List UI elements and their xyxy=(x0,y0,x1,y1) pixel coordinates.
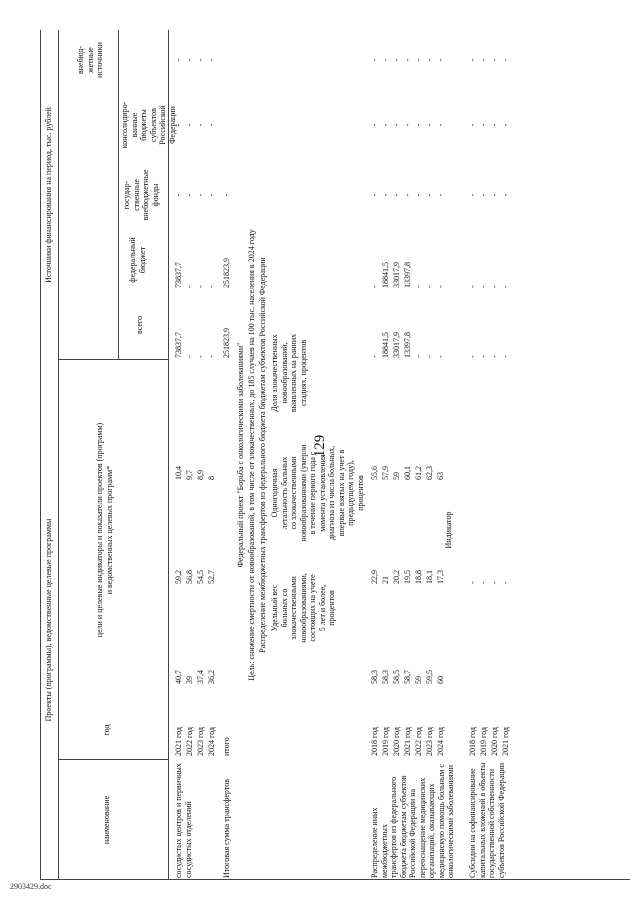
block1-row-federal: 73837,7 xyxy=(174,262,183,288)
block1-row-ext: - xyxy=(174,58,183,62)
block1-row-s: - xyxy=(196,193,205,197)
block1-total-federal: 251823,9 xyxy=(222,258,231,288)
block2-row-year: 2024 год xyxy=(436,727,445,756)
block2-row-ext: - xyxy=(414,58,423,62)
block3-row-ext: - xyxy=(490,58,499,62)
col-goals-header: цели и целевые индикаторы и показатели проектов (программ) и ведомственных целевых программ* xyxy=(95,422,114,638)
block2-row-ext: - xyxy=(370,58,379,62)
project-goal: Цель: снижение смертности от новообразований, в том числе от злокачественных, до 185 случаев на 100 тыс. населения к 2024 году xyxy=(247,229,256,681)
block2-row-v2: 18,1 xyxy=(425,570,434,584)
block2-row-s: - xyxy=(414,193,423,197)
block1-total-year: итого xyxy=(222,737,231,756)
block1-row-cons: - xyxy=(196,123,205,127)
block2-row-s: - xyxy=(436,193,445,197)
block3-row-ext: - xyxy=(501,58,510,62)
block2-row-ext: - xyxy=(392,58,401,62)
block1-row-v1: 37,4 xyxy=(196,670,205,684)
block1-row-ext: - xyxy=(196,58,205,62)
col-federal-header: федеральный бюджет xyxy=(128,237,147,283)
block1-row-v3: 8,9 xyxy=(196,470,205,480)
block3-row-total: - xyxy=(468,355,477,358)
block2-row-v2: 18,8 xyxy=(414,570,423,584)
table-border-top xyxy=(40,30,41,880)
block1-row-ext: - xyxy=(207,58,216,62)
col-divider-name xyxy=(58,759,168,760)
block1-row-year: 2021 год xyxy=(174,727,183,756)
block2-row-v2: 17,3 xyxy=(436,570,445,584)
block2-row-cons: - xyxy=(414,123,423,127)
col-sources-header: Источники финансирования на период, тыс. рублей xyxy=(44,107,53,283)
block2-row-v3: 59 xyxy=(392,472,401,480)
block2-row-v1: 59 xyxy=(414,676,423,684)
block2-row-year: 2021 год xyxy=(403,727,412,756)
block2-row-total: - xyxy=(425,355,434,358)
block2-row-v1: 59,5 xyxy=(425,670,434,684)
block1-row-year: 2023 год xyxy=(196,727,205,756)
block3-row-s: - xyxy=(501,193,510,197)
block2-row-cons: - xyxy=(370,123,379,127)
block1-row-total: - xyxy=(207,355,216,358)
group-title: Проекты (программы), ведомственные целевые программы xyxy=(44,518,53,722)
block1-row-year: 2024 год xyxy=(207,727,216,756)
block2-row-ext: - xyxy=(436,58,445,62)
block3-row-cons: - xyxy=(468,123,477,127)
indicator-2-label: Одногодичная летальность больных со злокачественными новообразованиями (умерли в течение первого года с момента установления диагноза из числа больных, впервые взятых на учет в предыдущем году), процентов xyxy=(270,444,365,542)
block2-row-cons: - xyxy=(436,123,445,127)
block2-row-ext: - xyxy=(381,58,390,62)
block2-row-federal: - xyxy=(370,285,379,288)
block3-row-s: - xyxy=(490,193,499,197)
block3-row-v: - xyxy=(501,581,510,584)
block2-name: Распределение иных межбюджетных трансфертов из федерального бюджета бюджетам субъектов Российской Федерации на переоснащение медицинских организаций, оказывающих медицинскую помощь больным с онкологическими заболеваниями xyxy=(370,764,455,878)
block2-row-v1: 58,3 xyxy=(381,670,390,684)
block2-row-total: - xyxy=(436,355,445,358)
block1-row-v2: 52,7 xyxy=(207,570,216,584)
block2-row-federal: - xyxy=(425,285,434,288)
block2-row-v3: 55,6 xyxy=(370,466,379,480)
block1-row-v3: 10,4 xyxy=(174,466,183,480)
col-name-header: наименование xyxy=(102,795,111,845)
block2-row-cons: - xyxy=(381,123,390,127)
block3-row-ext: - xyxy=(479,58,488,62)
block1-row-s: - xyxy=(174,193,183,197)
block2-row-federal: - xyxy=(436,285,445,288)
block1-row-s: - xyxy=(185,193,194,197)
block2-row-total: - xyxy=(370,355,379,358)
block1-name: сосудистых центров и первичных сосудистых отделений xyxy=(174,763,193,878)
block1-row-v2: 56,8 xyxy=(185,570,194,584)
block2-row-cons: - xyxy=(403,123,412,127)
block3-name: Субсидии на софинансирование капитальных вложений в объекты государственной собственности субъектов Российской Федерации xyxy=(468,762,506,878)
block1-row-s: - xyxy=(207,193,216,197)
header-line-1 xyxy=(58,30,59,880)
financing-table xyxy=(40,30,630,880)
block1-row-v1: 36,2 xyxy=(207,670,216,684)
block3-row-cons: - xyxy=(479,123,488,127)
block2-row-v1: 58,5 xyxy=(392,670,401,684)
block2-row-federal: - xyxy=(414,285,423,288)
block2-row-s: - xyxy=(403,193,412,197)
page-number: 129 xyxy=(312,434,328,458)
table-border-left xyxy=(40,879,630,880)
block3-row-year: 2020 год xyxy=(490,727,499,756)
block2-row-v2: 19,5 xyxy=(403,570,412,584)
block1-row-v1: 39 xyxy=(185,676,194,684)
indicator-1-label: Удельный вес больных со злокачественными новообразованиями, состоящих на учете 5 лет и более, процентов xyxy=(270,573,336,643)
block1-row-year: 2022 год xyxy=(185,727,194,756)
block2-row-s: - xyxy=(425,193,434,197)
block2-row-v3: 61,2 xyxy=(414,466,423,480)
block2-row-total: 33017,9 xyxy=(392,332,401,358)
block2-row-v2: 22,9 xyxy=(370,570,379,584)
footer-filename: 2903429.doc xyxy=(10,882,52,891)
block1-row-v3: 9,7 xyxy=(185,470,194,480)
block2-row-year: 2020 год xyxy=(392,727,401,756)
block3-row-year: 2021 год xyxy=(501,727,510,756)
block2-row-s: - xyxy=(381,193,390,197)
block2-row-cons: - xyxy=(392,123,401,127)
block2-row-v2: 20,2 xyxy=(392,570,401,584)
block1-row-federal: - xyxy=(185,285,194,288)
block2-row-total: - xyxy=(414,355,423,358)
block3-row-cons: - xyxy=(490,123,499,127)
col-total-header: всего xyxy=(135,316,144,335)
block2-row-total: 13397,8 xyxy=(403,332,412,358)
block2-row-s: - xyxy=(392,193,401,197)
col-consolidated-header: консолидиро- ванные бюджеты субъектов Российской Федерации xyxy=(120,101,177,149)
col-year-header: год xyxy=(102,724,111,736)
block1-row-cons: - xyxy=(174,123,183,127)
block1-row-ext: - xyxy=(185,58,194,62)
block3-row-v: - xyxy=(468,581,477,584)
block2-row-federal: 33017,9 xyxy=(392,262,401,288)
col-state-funds-header: государ- ственные внебюджетные фонды xyxy=(122,169,160,221)
block2-row-v3: 57,9 xyxy=(381,466,390,480)
block2-row-year: 2023 год xyxy=(425,727,434,756)
block2-row-v1: 60 xyxy=(436,676,445,684)
block1-total-sum: 251823,9 xyxy=(222,328,231,358)
block3-row-cons: - xyxy=(501,123,510,127)
block1-row-v1: 40,7 xyxy=(174,670,183,684)
block1-row-total: 73837,7 xyxy=(174,332,183,358)
block3-row-total: - xyxy=(490,355,499,358)
block2-row-federal: 18841,5 xyxy=(381,262,390,288)
block2-row-year: 2022 год xyxy=(414,727,423,756)
block3-row-s: - xyxy=(479,193,488,197)
block1-row-cons: - xyxy=(185,123,194,127)
block2-row-s: - xyxy=(370,193,379,197)
block2-row-v3: 60,1 xyxy=(403,466,412,480)
block2-row-v2: 21 xyxy=(381,576,390,584)
block3-row-federal: - xyxy=(490,285,499,288)
source-subheader-line xyxy=(118,30,119,360)
block3-row-federal: - xyxy=(501,285,510,288)
block1-row-v3: 8 xyxy=(207,476,216,480)
block2-row-v1: 58,7 xyxy=(403,670,412,684)
block2-row-v3: 62,3 xyxy=(425,466,434,480)
block2-row-year: 2018 год xyxy=(370,727,379,756)
project-distribution: Распределение межбюджетных трансфертов из федерального бюджета бюджетам субъектов Российской Федерации xyxy=(258,257,267,653)
block2-row-v3: 63 xyxy=(436,472,445,480)
block3-row-year: 2018 год xyxy=(468,727,477,756)
col-offbudget-header: внебюд- жетные источники xyxy=(76,42,104,78)
block1-row-federal: - xyxy=(207,285,216,288)
block1-row-total: - xyxy=(196,355,205,358)
block2-row-federal: 13397,8 xyxy=(403,262,412,288)
block3-row-total: - xyxy=(479,355,488,358)
block2-row-cons: - xyxy=(425,123,434,127)
block2-row-total: 18841,5 xyxy=(381,332,390,358)
block3-indicator-label: Индикатор xyxy=(444,511,453,549)
block2-row-ext: - xyxy=(403,58,412,62)
block3-row-year: 2019 год xyxy=(479,727,488,756)
project-title: Федеральный проект "Борьба с онкологическими заболеваниями" xyxy=(236,342,245,568)
block3-row-federal: - xyxy=(479,285,488,288)
block3-row-v: - xyxy=(490,581,499,584)
block2-row-ext: - xyxy=(425,58,434,62)
indicator-3-label: Доля злокачественных новообразований, выявленных на ранних стадиях, процентов xyxy=(270,333,308,413)
block1-row-federal: - xyxy=(196,285,205,288)
block2-row-year: 2019 год xyxy=(381,727,390,756)
block1-row-total: - xyxy=(185,355,194,358)
block2-row-v1: 58,3 xyxy=(370,670,379,684)
block3-row-ext: - xyxy=(468,58,477,62)
block1-row-v2: 59,2 xyxy=(174,570,183,584)
block1-total-dash: - xyxy=(222,193,231,197)
block1-total-name: Итоговая сумма трансфертов xyxy=(222,779,231,878)
block1-row-cons: - xyxy=(207,123,216,127)
block3-row-v: - xyxy=(479,581,488,584)
block1-row-v2: 54,5 xyxy=(196,570,205,584)
block3-row-s: - xyxy=(468,193,477,197)
block3-row-total: - xyxy=(501,355,510,358)
block3-row-federal: - xyxy=(468,285,477,288)
